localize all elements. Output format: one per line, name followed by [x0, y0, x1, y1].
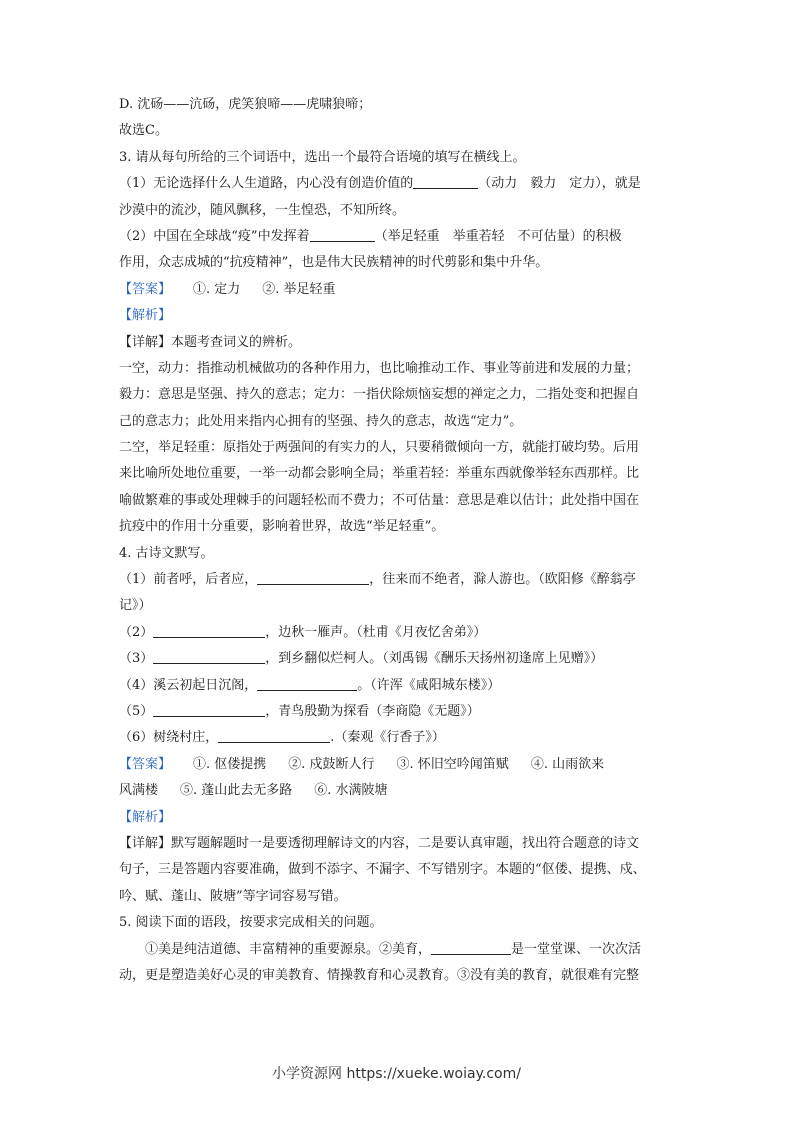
fill-blank: [153, 649, 265, 664]
analysis-label: 【解析】: [119, 308, 172, 324]
analysis-label: 【解析】: [119, 809, 172, 825]
answer-line: 【答案】 ①. 伛偻提携 ②. 戍鼓断人行 ③. 怀旧空吟闻笛赋 ④. 山雨欲来: [119, 756, 605, 772]
text-line: （1）无论选择什么人生道路，内心没有创造价值的 （动力 毅力 定力），就是: [119, 176, 641, 192]
text-line: （6）树绕村庄， .（秦观《行香子》）: [119, 730, 445, 746]
fill-blank: [257, 676, 357, 691]
text-line: 喻做繁难的事或处理棘手的问题轻松而不费力；不可估量：意思是难以估计；此处指中国在: [119, 492, 640, 508]
fill-blank: [431, 940, 511, 955]
text-line: 故选C。: [119, 123, 168, 139]
document-body: [119, 92, 679, 989]
answer-label: 【答案】: [119, 281, 172, 297]
text-line: 己的意志力；此处用来指内心拥有的坚强、持久的意志，故选“定力”。: [119, 413, 523, 429]
text-line: D. 沈砀——沆砀，虎笑狼啼——虎啸狼啼；: [119, 97, 372, 112]
text-line: 来比喻所处地位重要，一举一动都会影响全局；举重若轻：举重东西就像举轻东西那样。比: [119, 466, 640, 482]
text-line: 二空，举足轻重：原指处于两强间的有实力的人，只要稍微倾向一方，就能打破均势。后用: [119, 440, 640, 456]
fill-blank: [153, 702, 265, 717]
fill-blank: [218, 728, 330, 743]
text-line: 句子，三是答题内容要准确，做到不添字、不漏字、不写错别字。本题的“伛偻、提携、戍、: [119, 862, 646, 878]
text-line: （1）前者呼，后者应， ，往来而不绝者，滁人游也。（欧阳修《醉翁亭: [119, 572, 636, 588]
text-line: 一空，动力：指推动机械做功的各种作用力，也比喻推动工作、事业等前进和发展的力量；: [119, 360, 640, 376]
text-line: 动，更是塑造美好心灵的审美教育、情操教育和心灵教育。③没有美的教育，就很难有完整: [119, 967, 640, 983]
question-heading: 5. 阅读下面的语段，按要求完成相关的问题。: [119, 915, 383, 931]
text-line: ①美是纯洁道德、丰富精神的重要源泉。②美育， 是一堂堂课、一次次活: [145, 941, 642, 957]
fill-blank: [257, 570, 369, 585]
answer-line: 【答案】 ①. 定力 ②. 举足轻重: [119, 281, 336, 297]
fill-blank: [413, 174, 478, 189]
text-line: 作用，众志成城的“抗疫精神”，也是伟大民族精神的时代剪影和集中升华。: [119, 255, 549, 271]
text-line: 抗疫中的作用十分重要，影响着世界，故选“举足轻重”。: [119, 519, 445, 535]
text-line: 吟、赋、蓬山、陂塘”等字词容易写错。: [119, 888, 347, 904]
text-line: 【详解】默写题解题时一是要透彻理解诗文的内容，二是要认真审题，找出符合题意的诗文: [119, 835, 640, 851]
fill-blank: [153, 623, 265, 638]
text-line: 记》）: [119, 598, 152, 614]
question-heading: 4. 古诗文默写。: [119, 545, 214, 561]
answer-label: 【答案】: [119, 756, 172, 772]
page-footer: 小学资源网 https://xueke.woiay.com/: [272, 1066, 521, 1082]
text-line: （4）溪云初起日沉阁， 。（许浑《咸阳城东楼》）: [119, 677, 501, 693]
text-line: 毅力：意思是坚强、持久的意志；定力：一指伏除烦恼妄想的禅定之力，二指处变和把握自: [119, 387, 640, 403]
text-line: （5） ，青鸟殷勤为探看（李商隐《无题》）: [119, 703, 480, 719]
text-line: （2）中国在全球战“疫”中发挥着 （举足轻重 举重若轻 不可估量）的积极: [119, 228, 622, 244]
text-line: （3） ，到乡翻似烂柯人。（刘禹锡《酬乐天扬州初逢席上见赠》）: [119, 651, 604, 667]
fill-blank: [310, 227, 375, 242]
text-line: 沙漠中的流沙，随风飘移，一生惶恐，不知所终。: [119, 202, 406, 218]
text-line: 【详解】本题考查词义的辨析。: [119, 334, 302, 350]
answer-line: 风满楼 ⑤. 蓬山此去无多路 ⑥. 水满陂塘: [119, 783, 388, 799]
text-line: （2） ，边秋一雁声。（杜甫《月夜忆舍弟》）: [119, 624, 487, 640]
question-heading: 3. 请从每句所给的三个词语中，选出一个最符合语境的填写在横线上。: [119, 149, 526, 165]
